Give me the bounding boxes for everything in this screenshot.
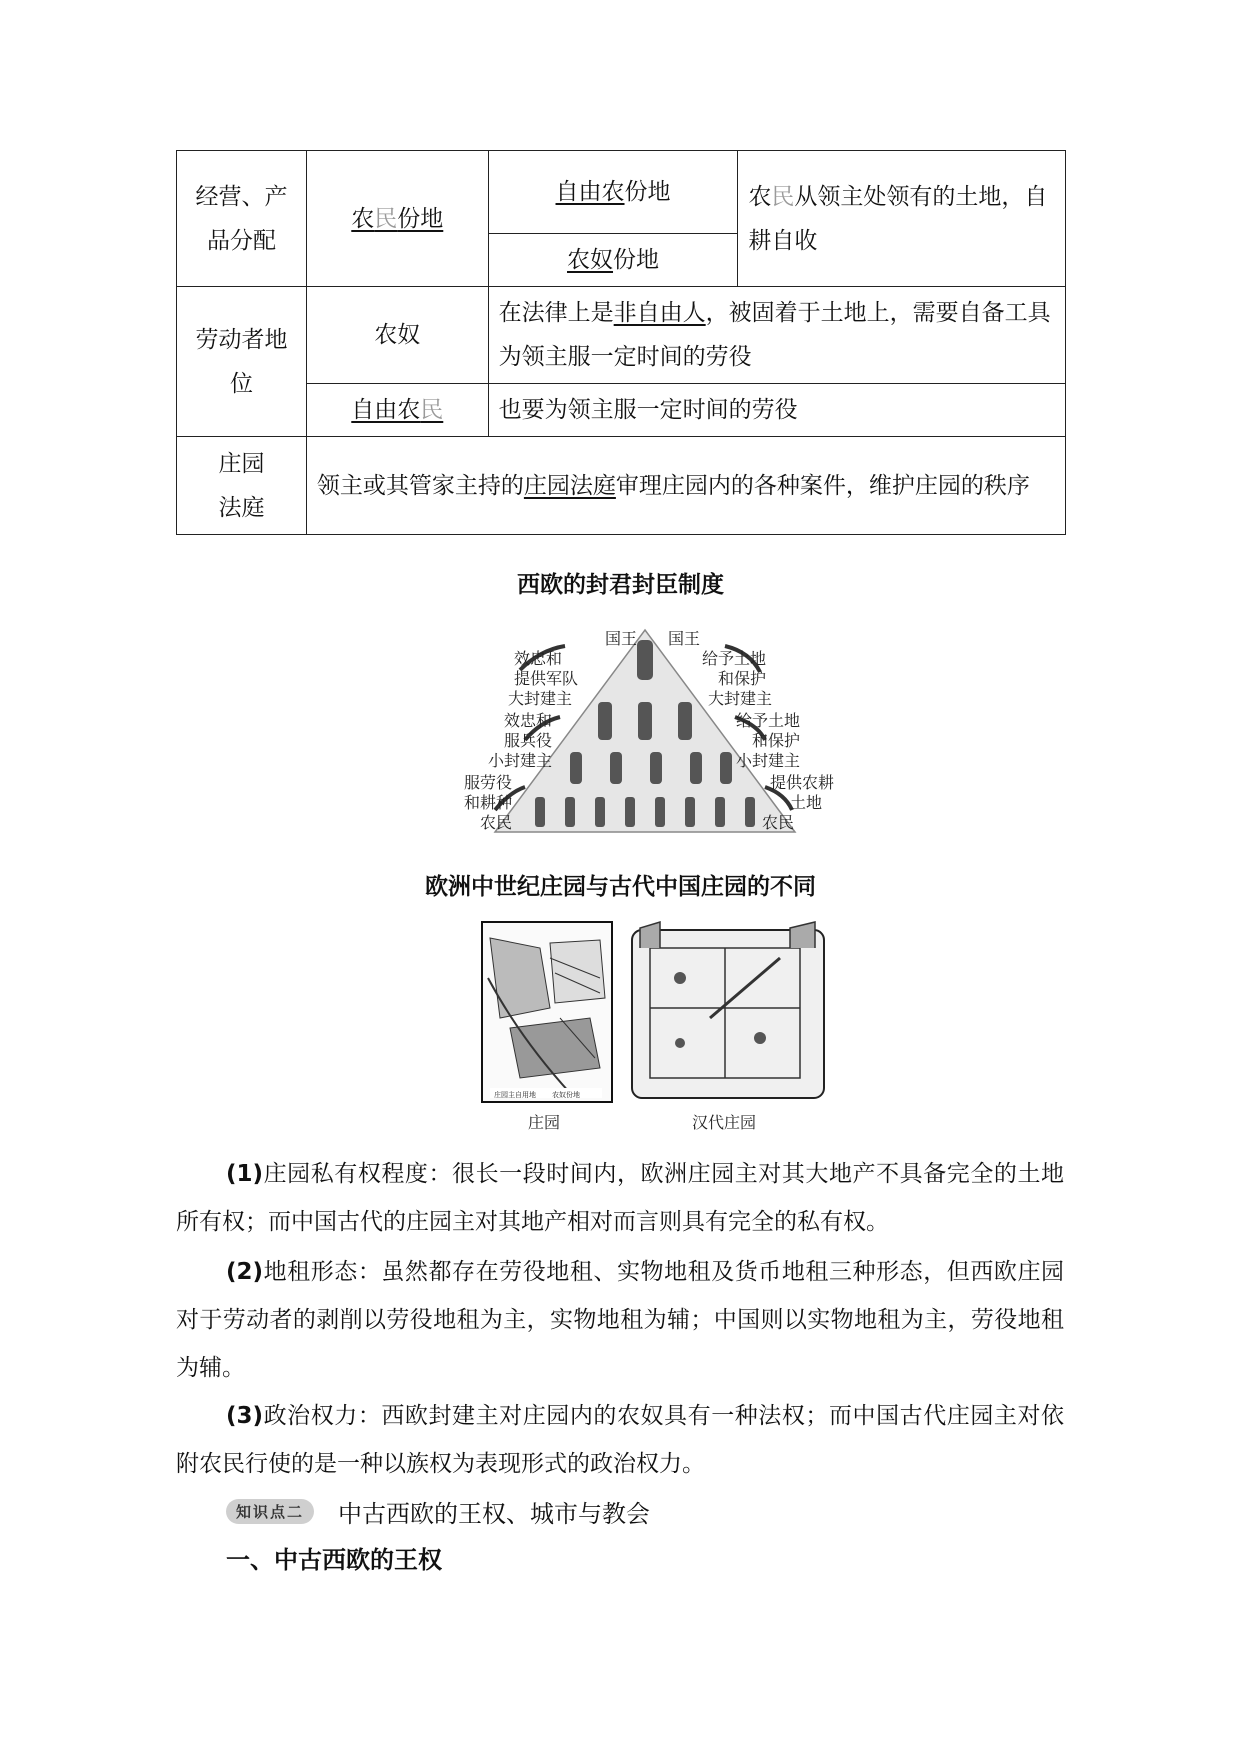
peasant-figure <box>655 797 665 827</box>
label-king-left: 国王 <box>605 629 638 648</box>
peasant-figure <box>715 797 725 827</box>
knowledge-point-heading <box>226 1494 650 1529</box>
han-figure <box>674 972 686 984</box>
peasant-land-blank: 农民份地 <box>351 205 444 232</box>
free-peasant-cell: 自由农民 <box>306 384 488 437</box>
peasant-figure <box>745 797 755 827</box>
peasant-land-cell <box>306 151 488 287</box>
king-figure <box>637 640 653 680</box>
left-label: 效忠和 <box>513 649 562 668</box>
feudal-pyramid-figure <box>440 622 850 847</box>
map-legend-1: 庄园主自用地 <box>494 1091 536 1099</box>
knowledge-point-badge: 知识点二 <box>226 1499 314 1524</box>
free-peasant-desc: 也要为领主服一定时间的劳役 <box>488 384 1065 437</box>
figure1-caption: 西欧的封君封臣制度 <box>517 572 724 598</box>
map-field <box>550 940 605 1003</box>
peasant-figure <box>625 797 635 827</box>
manor-table <box>176 150 1066 535</box>
peasant-figure <box>595 797 605 827</box>
left-label: 效忠和 <box>503 711 552 730</box>
left-label: 提供军队 <box>513 669 578 688</box>
han-tower <box>640 922 660 948</box>
right-label: 土地 <box>790 793 823 812</box>
right-label: 和保护 <box>752 731 801 750</box>
serf-land-cell: 农奴份地 <box>488 234 738 287</box>
han-tower <box>790 922 815 948</box>
paragraph-3: (3)政治权力：西欧封建主对庄园内的农奴具有一种法权；而中国古代庄园主对依附农民行使的是一种以族权为表现形式的政治权力。 <box>176 1403 1064 1477</box>
vassal-figure <box>720 752 732 784</box>
lord-figure <box>678 702 692 740</box>
court-desc: 领主或其管家主持的庄园法庭审理庄园内的各种案件，维护庄园的秩序 <box>306 437 1065 535</box>
peasant-figure <box>565 797 575 827</box>
free-peasant-land-cell: 自由农份地 <box>488 151 738 234</box>
row-label-status: 劳动者地位 <box>177 287 307 437</box>
paragraph-2: (2)地租形态：虽然都存在劳役地租、实物地租及货币地租三种形态，但西欧庄园对于劳动者的剥削以劳役地租为主，实物地租为辅；中国则以实物地租为主，劳役地租为辅。 <box>176 1259 1064 1381</box>
vassal-figure <box>610 752 622 784</box>
lord-figure <box>638 702 652 740</box>
left-label: 小封建主 <box>487 751 552 770</box>
row-label-court: 庄园 法庭 <box>177 437 307 535</box>
han-manor-image <box>632 930 824 1098</box>
peasant-figure <box>685 797 695 827</box>
label-king-right: 国王 <box>668 629 701 648</box>
figure2-caption: 欧洲中世纪庄园与古代中国庄园的不同 <box>425 874 816 900</box>
lord-figure <box>598 702 612 740</box>
right-label: 和保护 <box>718 669 767 688</box>
peasant-figure <box>535 797 545 827</box>
knowledge-point-title: 中古西欧的王权、城市与教会 <box>338 1500 651 1528</box>
section-heading: 一、中古西欧的王权 <box>226 1546 442 1574</box>
han-figure <box>754 1032 766 1044</box>
left-label: 农民 <box>479 813 512 832</box>
map-legend-2: 农奴份地 <box>552 1091 580 1099</box>
peasant-land-desc: 农民从领主处领有的土地，自耕自收 <box>738 151 1066 287</box>
han-figure <box>675 1038 685 1048</box>
vassal-figure <box>690 752 702 784</box>
left-label: 大封建主 <box>507 689 572 708</box>
row-label-management: 经营、产 品分配 <box>177 151 307 287</box>
right-label: 给予土地 <box>702 649 767 668</box>
serf-desc: 在法律上是非自由人，被固着于土地上，需要自备工具为领主服一定时间的劳役 <box>488 287 1065 384</box>
label-han-manor: 汉代庄园 <box>692 1113 757 1132</box>
right-label: 农民 <box>762 813 795 832</box>
vassal-figure <box>570 752 582 784</box>
right-label: 大封建主 <box>708 689 773 708</box>
vassal-figure <box>650 752 662 784</box>
right-label: 小封建主 <box>736 751 801 770</box>
serf-cell: 农奴 <box>306 287 488 384</box>
label-european-manor: 庄园 <box>528 1113 561 1132</box>
right-label: 给予土地 <box>736 711 801 730</box>
manor-comparison-figure <box>480 918 830 1140</box>
right-label: 提供农耕 <box>770 773 835 792</box>
left-label: 服劳役 <box>463 773 512 792</box>
left-label: 服兵役 <box>503 731 552 750</box>
paragraph-1: (1)庄园私有权程度：很长一段时间内，欧洲庄园主对其大地产不具备完全的土地所有权；而中国古代的庄园主对其地产相对而言则具有完全的私有权。 <box>176 1161 1064 1235</box>
left-label: 和耕种 <box>463 793 512 812</box>
